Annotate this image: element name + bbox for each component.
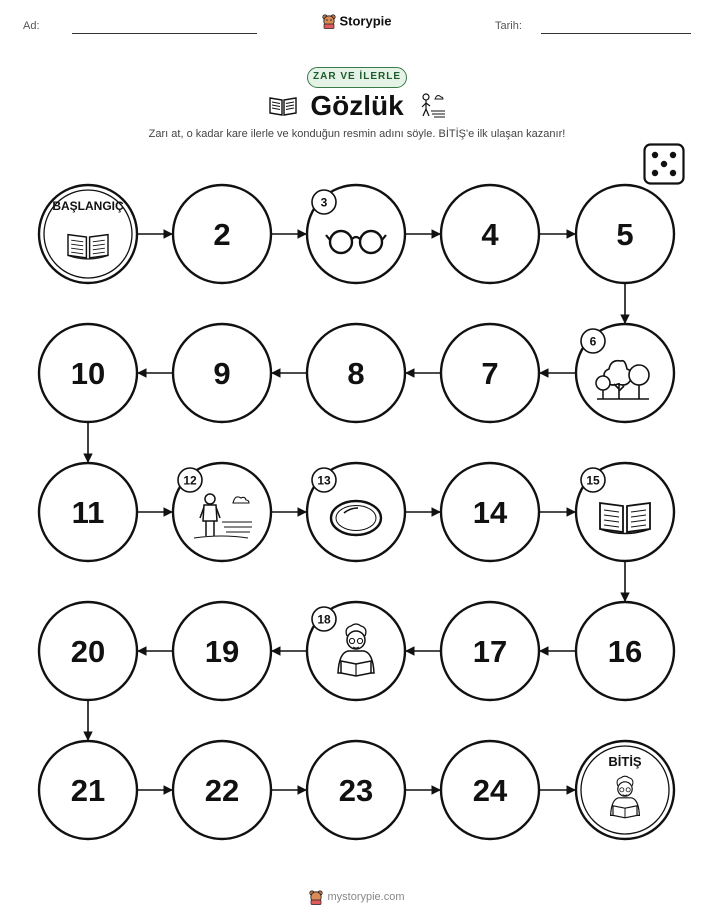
board-cell-7[interactable] <box>441 324 539 422</box>
board-cell-10[interactable] <box>39 324 137 422</box>
board-cell-2[interactable] <box>173 185 271 283</box>
board-cell-8[interactable] <box>307 324 405 422</box>
name-label: Ad: <box>23 20 40 32</box>
board-cell-12[interactable] <box>173 463 271 561</box>
cell-number: 5 <box>616 217 634 252</box>
cell-number: 21 <box>70 773 106 808</box>
cell-number: 17 <box>472 634 508 669</box>
footer <box>0 888 714 906</box>
board-cell-16[interactable] <box>576 602 674 700</box>
board-cell-19[interactable] <box>173 602 271 700</box>
cell-number: 24 <box>472 773 508 808</box>
board-cell-1[interactable] <box>39 185 137 283</box>
cell-number: 2 <box>213 217 231 252</box>
cell-number: 13 <box>317 473 331 488</box>
board-cell-3[interactable] <box>307 185 405 283</box>
brand-name: Storypie <box>339 13 392 29</box>
cell-number: 10 <box>70 356 106 391</box>
page-title: Gözlük <box>310 90 404 121</box>
board-cell-17[interactable] <box>441 602 539 700</box>
board-cell-18[interactable] <box>307 602 405 700</box>
cell-number: 19 <box>204 634 240 669</box>
date-label: Tarih: <box>495 20 522 32</box>
cell-number: 23 <box>338 773 374 808</box>
board-cell-9[interactable] <box>173 324 271 422</box>
board-cell-11[interactable] <box>39 463 137 561</box>
cell-number: 16 <box>607 634 643 669</box>
finish-label: BİTİŞ <box>608 754 642 769</box>
game-type-badge: ZAR VE İLERLE <box>307 67 407 88</box>
board-cell-4[interactable] <box>441 185 539 283</box>
cell-number: 14 <box>472 495 508 530</box>
cell-number: 20 <box>70 634 106 669</box>
board-cell-24[interactable] <box>441 741 539 839</box>
cell-number: 11 <box>71 495 105 530</box>
bear-logo-icon <box>309 889 323 905</box>
board-cell-14[interactable] <box>441 463 539 561</box>
board-cell-5[interactable] <box>576 185 674 283</box>
board-cell-23[interactable] <box>307 741 405 839</box>
lens-icon <box>331 501 381 535</box>
board-cell-15[interactable] <box>576 463 674 561</box>
cell-number: 15 <box>586 473 600 488</box>
cell-number: 22 <box>204 773 240 808</box>
cell-number: 4 <box>481 217 499 252</box>
cell-number: 8 <box>347 356 365 391</box>
cell-number: 12 <box>183 473 197 488</box>
board-cell-13[interactable] <box>307 463 405 561</box>
board-cell-22[interactable] <box>173 741 271 839</box>
footer-url: mystorypie.com <box>327 890 405 903</box>
cell-number: 6 <box>589 334 597 349</box>
board-cell-20[interactable] <box>39 602 137 700</box>
instructions: Zarı at, o kadar kare ilerle ve konduğun resmin adını söyle. BİTİŞ'e ilk ulaşan kazanır! <box>148 128 566 140</box>
start-label: BAŞLANGIÇ <box>52 199 124 213</box>
board-cell-25[interactable] <box>576 741 674 839</box>
board-cell-6[interactable] <box>576 324 674 422</box>
cell-number: 18 <box>317 612 331 627</box>
cell-number: 3 <box>320 195 328 210</box>
board-cell-21[interactable] <box>39 741 137 839</box>
cell-number: 7 <box>481 356 499 391</box>
cell-number: 9 <box>213 356 231 391</box>
